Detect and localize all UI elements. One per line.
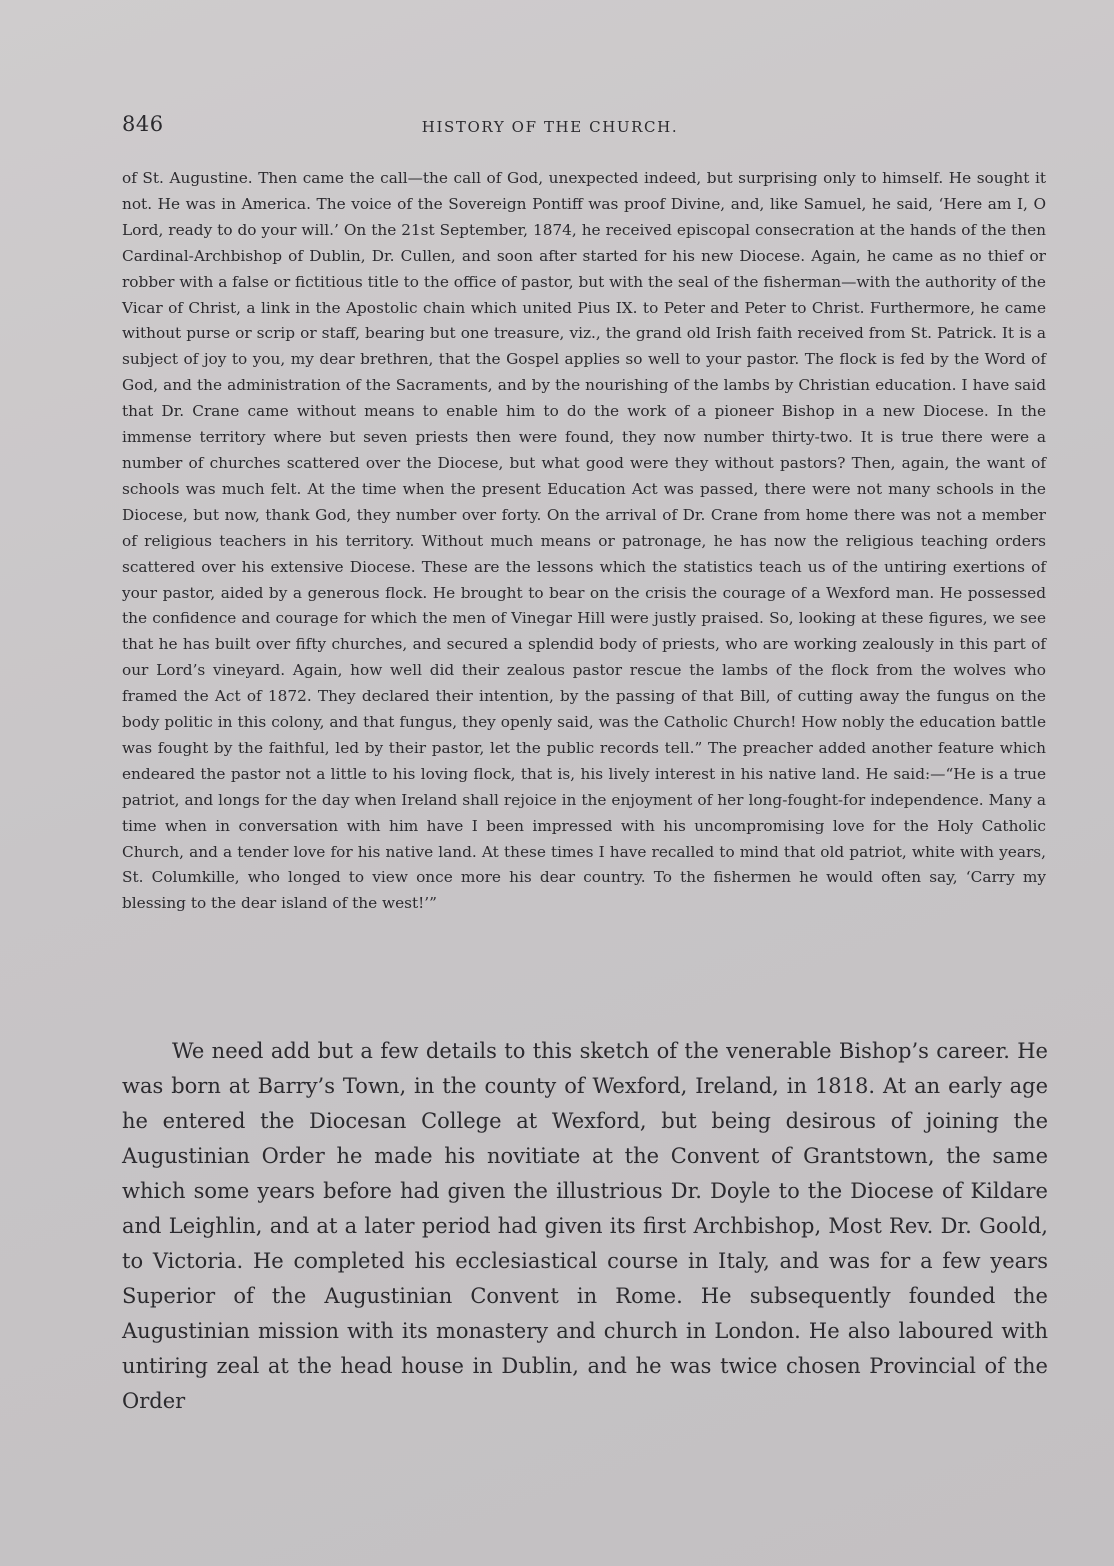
quoted-sermon-block	[122, 166, 1046, 917]
main-text-block	[122, 1034, 1048, 1419]
page-header	[122, 112, 1048, 142]
main-text-paragraph: We need add but a few details to this sketch of the venerable Bishop’s career. He was born at Barry’s Town, in the county of Wexford, Ireland, in 1818. At an early age he entered the Diocesan College at Wexford, but being desirous of joining the Augustinian Order he made his novitiate at the Convent of Grantstown, the same which some years before had given the illustrious Dr. Doyle to the Diocese of Kildare and Leighlin, and at a later period had given its first Archbishop, Most Rev. Dr. Goold, to Victoria. He completed his ecclesiastical course in Italy, and was for a few years Superior of the Augustinian Convent in Rome. He subsequently founded the Augustinian mission with its monastery and church in London. He also laboured with untiring zeal at the head house in Dublin, and he was twice chosen Provincial of the Order	[122, 1039, 1048, 1413]
page-number: 846	[122, 112, 164, 136]
quoted-sermon-paragraph: of St. Augustine. Then came the call—the call of God, unexpected indeed, but surprising only to himself. He sought it not. He was in America. The voice of the Sovereign Pontiff was proof Divine, and, like Samuel, he said, ‘Here am I, O Lord, ready to do your will.’ On the 21st September, 1874, he received episcopal consecration at the hands of the then Cardinal-Archbishop of Dublin, Dr. Cullen, and soon after started for his new Diocese. Again, he came as no thief or robber with a false or fictitious title to the office of pastor, but with the seal of the fisherman—with the authority of the Vicar of Christ, a link in the Apostolic chain which united Pius IX. to Peter and Peter to Christ. Furthermore, he came without purse or scrip or staff, bearing but one treasure, viz., the grand old Irish faith received from St. Patrick. It is a subject of joy to you, my dear brethren, that the Gospel applies so well to your pastor. The flock is fed by the Word of God, and the administration of the Sacraments, and by the nourishing of the lambs by Christian education. I have said that Dr. Crane came without means to enable him to do the work of a pioneer Bishop in a new Diocese. In the immense territory where but seven priests then were found, they now number thirty-two. It is true there were a number of churches scattered over the Diocese, but what good were they without pastors? Then, again, the want of schools was much felt. At the time when the present Education Act was passed, there were not many schools in the Diocese, but now, thank God, they number over forty. On the arrival of Dr. Crane from home there was not a member of religious teachers in his territory. Without much means or patronage, he has now the religious teaching orders scattered over his extensive Diocese. These are the lessons which the statistics teach us of the untiring exertions of your pastor, aided by a generous flock. He brought to bear on the crisis the courage of a Wexford man. He possessed the confidence and courage for which the men of Vinegar Hill were justly praised. So, looking at these figures, we see that he has built over fifty churches, and secured a splendid body of priests, who are working zealously in this part of our Lord’s vineyard. Again, how well did their zealous pastor rescue the lambs of the flock from the wolves who framed the Act of 1872. They declared their intention, by the passing of that Bill, of cutting away the fungus on the body politic in this colony, and that fungus, they openly said, was the Catholic Church! How nobly the education battle was fought by the faithful, led by their pastor, let the public records tell.” The preacher added another feature which endeared the pastor not a little to his loving flock, that is, his lively interest in his native land. He said:—“He is a true patriot, and longs for the day when Ireland shall rejoice in the enjoyment of her long-fought-for independence. Many a time when in conversation with him have I been impressed with his uncompromising love for the Holy Catholic Church, and a tender love for his native land. At these times I have recalled to mind that old patriot, white with years, St. Columkille, who longed to view once more his dear country. To the fishermen he would often say, ‘Carry my blessing to the dear island of the west!’”	[122, 169, 1046, 913]
running-head: HISTORY OF THE CHURCH.	[421, 118, 679, 136]
